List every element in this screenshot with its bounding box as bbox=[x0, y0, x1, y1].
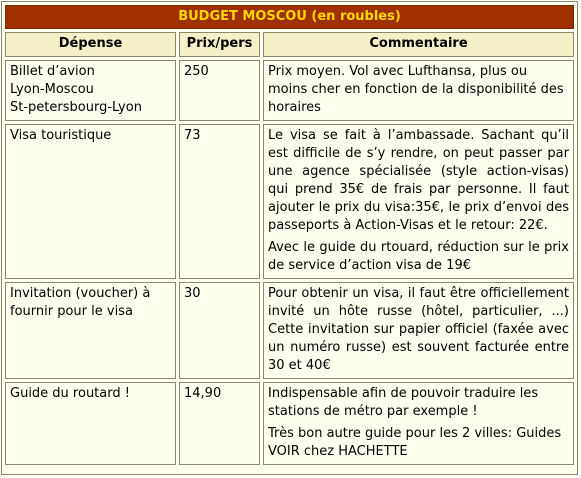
budget-table bbox=[2, 2, 577, 468]
depense-line: Visa touristique bbox=[10, 128, 112, 143]
commentaire-cell bbox=[263, 124, 574, 279]
depense-cell bbox=[5, 60, 176, 121]
header-prix: Prix/pers bbox=[179, 32, 260, 57]
depense-line: Lyon-Moscou bbox=[10, 82, 94, 97]
depense-line: St-petersbourg-Lyon bbox=[10, 100, 142, 115]
table-row bbox=[5, 382, 574, 465]
title-row bbox=[5, 5, 574, 29]
commentaire-cell bbox=[263, 382, 574, 465]
table-row bbox=[5, 60, 574, 121]
header-row bbox=[5, 32, 574, 57]
commentaire-paragraph: Très bon autre guide pour les 2 villes: Guides VOIR chez HACHETTE bbox=[268, 426, 562, 459]
commentaire-cell bbox=[263, 60, 574, 121]
depense-line: Invitation (voucher) à fournir pour le visa bbox=[10, 286, 151, 319]
prix-cell: 250 bbox=[179, 60, 260, 121]
table-row bbox=[5, 282, 574, 379]
table-title: BUDGET MOSCOU (en roubles) bbox=[5, 5, 574, 29]
prix-cell: 14,90 bbox=[179, 382, 260, 465]
budget-table-frame bbox=[1, 1, 578, 475]
table-row bbox=[5, 124, 574, 279]
commentaire-paragraph: Avec le guide du rtouard, réduction sur le prix de service d’action visa de 19€ bbox=[268, 240, 569, 273]
prix-cell: 73 bbox=[179, 124, 260, 279]
commentaire-paragraph: Prix moyen. Vol avec Lufthansa, plus ou moins cher en fonction de la disponibilité des horaires bbox=[268, 64, 564, 115]
commentaire-paragraph: Pour obtenir un visa, il faut être officiellement invité un hôte russe (hôtel, particulier, ...) Cette invitation sur papier officiel (faxée avec un numéro russe) est souvent facturée entre 30 et 40€ bbox=[268, 286, 569, 373]
commentaire-paragraph: Le visa se fait à l’ambassade. Sachant qu’il est difficile de s’y rendre, on peut passer par une agence spécialisée (style action-visas) qui prend 35€ de frais par personne. Il faut ajouter le prix du visa:35€, le prix d’envoi des passeports à Action-Visas et le retour: 22€. bbox=[268, 128, 569, 233]
depense-cell bbox=[5, 124, 176, 279]
depense-cell bbox=[5, 382, 176, 465]
commentaire-paragraph: Indispensable afin de pouvoir traduire les stations de métro par exemple ! bbox=[268, 386, 539, 419]
header-depense: Dépense bbox=[5, 32, 176, 57]
depense-line: Guide du routard ! bbox=[10, 386, 130, 401]
header-commentaire: Commentaire bbox=[263, 32, 574, 57]
depense-line: Billet d’avion bbox=[10, 64, 95, 79]
commentaire-cell bbox=[263, 282, 574, 379]
depense-cell bbox=[5, 282, 176, 379]
prix-cell: 30 bbox=[179, 282, 260, 379]
